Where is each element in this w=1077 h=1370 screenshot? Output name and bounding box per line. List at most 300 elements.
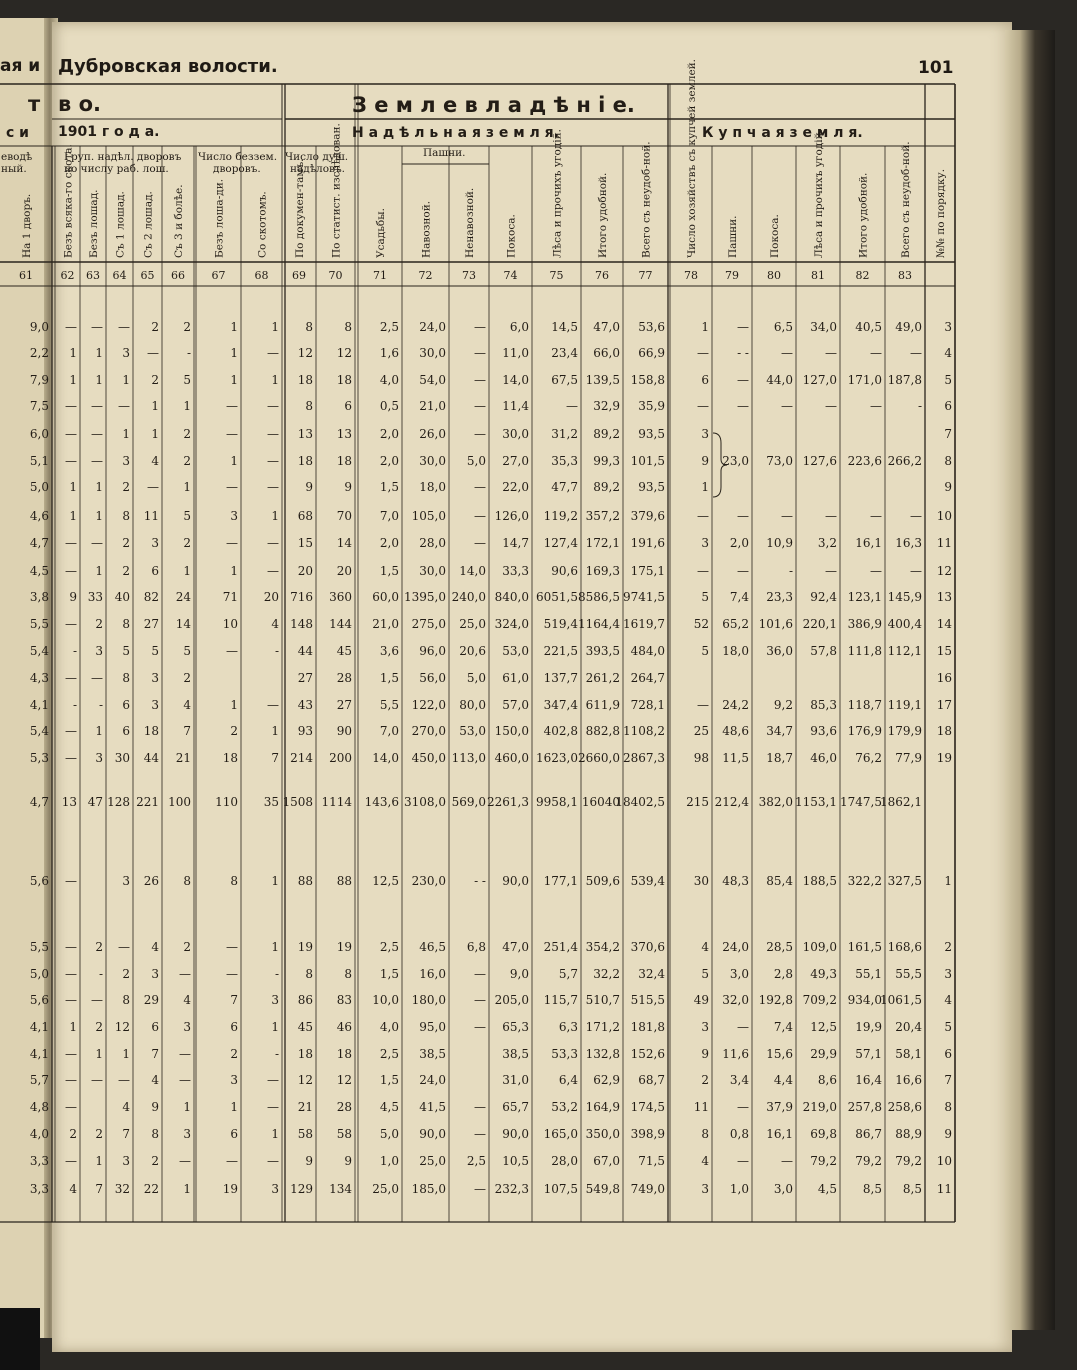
column-number: 75 [549,269,564,282]
table-cell: 5 [701,590,709,604]
table-cell: 2,5 [466,1154,486,1168]
table-cell: 7 [944,427,952,441]
table-cell: — [118,399,130,413]
table-cell: 58 [336,1127,352,1141]
table-cell: — [474,967,486,981]
table-cell: 1 [271,1020,279,1034]
table-cell: 20 [336,564,352,578]
table-cell: 67,5 [551,373,578,387]
table-cell: 6 [344,399,352,413]
table-cell: 2,0 [379,427,399,441]
table-cell: - [917,399,922,413]
table-cell: — [737,373,749,387]
table-cell: 105,0 [411,509,446,523]
table-cell: 22,0 [502,480,529,494]
column-header: Съ 2 лошад. [142,191,155,258]
table-cell: — [91,320,103,334]
table-cell: 10 [936,1154,952,1168]
table-cell: 66,9 [638,346,665,360]
table-cell: 240,0 [451,590,486,604]
table-cell: 85,4 [766,874,793,888]
table-cell: 398,9 [630,1127,665,1141]
table-cell: 38,5 [419,1047,446,1061]
table-cell: 18 [222,751,238,765]
table-cell: 539,4 [630,874,665,888]
table-cell: 379,6 [630,509,665,523]
table-cell: 12,5 [810,1020,837,1034]
table-cell: 1 [69,346,77,360]
table-cell: 4,0 [379,1020,399,1034]
table-cell: 34,0 [810,320,837,334]
table-cell: 2 [95,1020,103,1034]
table-cell: 8 [944,454,952,468]
table-cell: — [267,1073,279,1087]
table-row [30,346,952,360]
table-cell: 13 [936,590,952,604]
table-cell: — [147,480,159,494]
table-cell: 1 [151,399,159,413]
table-cell: 6 [701,373,709,387]
section-title: З е м л е в л а д ѣ н i е. [352,93,635,117]
table-row [30,940,952,954]
table-cell: 21 [297,1100,313,1114]
table-cell: 27 [336,698,352,712]
column-number: 78 [684,269,698,282]
table-cell: 5,7 [29,1073,49,1087]
table-cell: 30,0 [419,454,446,468]
table-cell: — [267,454,279,468]
table-cell: 2 [944,940,952,954]
table-cell: 1 [95,346,103,360]
table-cell: 7,4 [773,1020,793,1034]
table-cell: 12 [336,1073,352,1087]
context-year: 1901 г о д а. [58,124,160,140]
table-cell: 88 [336,874,352,888]
table-cell: 360 [329,590,352,604]
table-cell: 8,6 [817,1073,837,1087]
table-cell: 93 [297,724,313,738]
table-cell: 16,4 [855,1073,882,1087]
table-cell: — [566,399,578,413]
table-cell: 728,1 [630,698,665,712]
column-header: Съ 1 лошад. [114,191,127,258]
table-cell: 716 [290,590,313,604]
table-cell: 2,8 [773,967,793,981]
table-cell: 6,5 [773,320,793,334]
table-cell: 2,0 [379,454,399,468]
table-cell: 1 [183,1182,191,1196]
table-cell: 14,7 [502,536,529,550]
table-cell: 35,9 [638,399,665,413]
table-cell: 2261,3 [487,795,529,809]
table-cell: 107,5 [543,1182,578,1196]
table-cell: — [474,427,486,441]
table-cell: 1 [122,1047,130,1061]
table-cell: 19 [336,940,352,954]
column-number: 74 [503,269,518,282]
table-cell: — [267,1100,279,1114]
table-cell: — [825,564,837,578]
table-cell: 127,4 [543,536,578,550]
table-cell: 171,0 [847,373,882,387]
table-cell: 29 [143,993,159,1007]
table-cell: 4,0 [29,1127,49,1141]
table-cell: 1,5 [379,480,399,494]
table-cell: 32,0 [722,993,749,1007]
table-cell: 175,1 [630,564,665,578]
left-fragment-mid: с и [6,125,29,141]
table-cell: 1 [95,1154,103,1168]
table-cell: 4 [69,1182,77,1196]
group-grup-header [64,151,185,175]
table-cell: — [474,509,486,523]
table-cell: 53,0 [502,644,529,658]
table-cell: 44 [143,751,159,765]
table-cell: — [267,427,279,441]
table-row [30,671,952,685]
table-cell: 3,8 [29,590,49,604]
table-cell: - - [474,874,486,888]
table-cell: 10,9 [766,536,793,550]
table-cell: 519,4 [543,617,578,631]
table-cell: 14 [936,617,952,631]
table-cell: 3 [183,1020,191,1034]
table-cell: 3,3 [29,1182,49,1196]
table-cell: 1 [122,427,130,441]
table-cell: 3,2 [817,536,837,550]
table-row [30,564,952,578]
table-cell: — [226,399,238,413]
table-cell: 18,7 [766,751,793,765]
table-cell: 53,6 [638,320,665,334]
column-number: 83 [898,269,912,282]
table-cell: 3 [151,671,159,685]
table-cell: 2 [183,454,191,468]
table-cell: 4,7 [29,536,49,550]
table-cell: 57,8 [810,644,837,658]
column-header: По докумен-тамъ. [294,158,306,258]
table-cell: 16,1 [766,1127,793,1141]
table-cell: 3 [701,1020,709,1034]
table-cell: 3 [230,1073,238,1087]
table-cell: 101,6 [758,617,793,631]
table-cell: 119,2 [543,509,578,523]
column-number: 61 [19,269,33,282]
table-cell: 93,5 [638,480,665,494]
nadel-land-title: Н а д ѣ л ь н а я з е м л я. [352,125,559,141]
grup-line-1: Груп. надѣл. дворовъ [64,151,182,163]
table-cell: — [267,346,279,360]
table-cell: — [65,751,77,765]
table-cell: 26 [143,874,159,888]
table-cell: 62,9 [593,1073,620,1087]
table-cell: 30 [693,874,709,888]
table-cell: 47,0 [593,320,620,334]
table-cell: 11 [693,1100,709,1114]
table-cell: 0,5 [379,399,399,413]
table-cell: 18 [297,373,313,387]
column-header: Безъ лошад. [88,189,100,258]
table-row [30,1154,952,1168]
table-cell: 1 [271,320,279,334]
table-row [30,427,952,441]
table-cell: 230,0 [411,874,446,888]
table-cell: 5,6 [29,874,49,888]
table-cell: 7 [183,724,191,738]
table-cell: 26,0 [419,427,446,441]
table-cell: 5 [944,373,952,387]
table-cell: — [65,1154,77,1168]
table-cell: 49,0 [895,320,922,334]
table-cell: 13 [61,795,77,809]
table-cell: — [91,454,103,468]
table-cell: 14,0 [372,751,399,765]
table-cell: — [267,399,279,413]
table-cell: 3 [95,751,103,765]
table-cell: 6 [151,1020,159,1034]
table-cell: 1 [122,373,130,387]
table-cell: — [226,940,238,954]
column-number: 63 [86,269,100,282]
table-cell: 2 [122,564,130,578]
table-cell: 48,3 [722,874,749,888]
table-cell: 49 [693,993,709,1007]
table-cell: 85,3 [810,698,837,712]
table-cell: 137,7 [543,671,578,685]
table-cell: — [65,940,77,954]
table-cell: 23,4 [551,346,578,360]
table-cell: 57,1 [855,1047,882,1061]
table-cell: 14,5 [551,320,578,334]
table-cell: 33,3 [502,564,529,578]
column-header: Безъ всяка-го скота. [62,144,75,258]
table-cell: 11 [143,509,159,523]
column-header: На 1 дворъ. [21,193,33,258]
table-cell: 8 [344,320,352,334]
table-cell: 212,4 [714,795,749,809]
table-cell: 4 [944,993,952,1007]
table-cell: 3 [183,1127,191,1141]
table-cell: 357,2 [585,509,620,523]
table-cell: 2 [183,536,191,550]
table-cell: 5,3 [29,751,49,765]
table-cell: 4,4 [773,1073,793,1087]
table-cell: — [267,564,279,578]
table-cell: 2,2 [29,346,49,360]
column-header: Число хозяйствъ съ купчей землей. [686,59,698,258]
table-cell: 112,1 [887,644,922,658]
table-cell: - [72,644,77,658]
table-cell: 10,5 [502,1154,529,1168]
table-cell: 95,0 [419,1020,446,1034]
table-cell: 7 [944,1073,952,1087]
table-cell: 11,4 [502,399,529,413]
table-cell: 174,5 [630,1100,665,1114]
table-cell: 143,6 [364,795,399,809]
table-cell: 1153,1 [795,795,837,809]
table-row [30,698,952,712]
table-cell: 5 [151,644,159,658]
table-cell: 7 [95,1182,103,1196]
table-cell: 3 [944,967,952,981]
column-number: 68 [254,269,269,282]
table-cell: 749,0 [630,1182,665,1196]
table-cell: 32,2 [593,967,620,981]
table-cell: 90 [336,724,352,738]
table-cell: — [226,536,238,550]
table-cell: — [825,399,837,413]
table-row [30,399,952,413]
table-cell: — [474,536,486,550]
table-cell: 9 [305,480,313,494]
table-cell: 2 [151,373,159,387]
table-cell: 322,2 [847,874,882,888]
table-cell: — [474,480,486,494]
table-cell: 33 [87,590,103,604]
table-cell: 46,0 [810,751,837,765]
table-cell: — [870,509,882,523]
table-cell: 5 [183,509,191,523]
table-cell: - [274,967,279,981]
table-cell: 19 [297,940,313,954]
table-cell: 7,9 [29,373,49,387]
table-cell: — [910,509,922,523]
table-cell: — [474,1127,486,1141]
table-cell: — [737,564,749,578]
table-cell: — [267,1154,279,1168]
table-cell: 8 [122,993,130,1007]
table-cell: 9 [151,1100,159,1114]
table-cell: 1 [69,373,77,387]
column-number: 62 [60,269,75,282]
table-cell: 71 [222,590,238,604]
table-cell: 4,5 [817,1182,837,1196]
group-pashni-header: Пашни. [423,147,466,159]
table-cell: 1 [69,480,77,494]
table-cell: 21,0 [419,399,446,413]
table-cell: 5,5 [29,940,49,954]
table-cell: 1 [701,480,709,494]
table-cell: 169,3 [585,564,620,578]
table-cell: 71,5 [638,1154,665,1168]
table-cell: — [474,1020,486,1034]
table-cell: 2 [701,1073,709,1087]
column-header: Усадьбы. [375,208,387,258]
table-cell: 30,0 [419,564,446,578]
table-cell: 1 [69,1020,77,1034]
table-cell: 25 [693,724,709,738]
table-cell: 2 [151,320,159,334]
table-cell: 15 [297,536,313,550]
column-number: 67 [211,269,226,282]
table-cell: 4,5 [29,564,49,578]
table-cell: - [788,564,793,578]
table-cell: 393,5 [585,644,620,658]
table-cell: 13 [297,427,313,441]
table-cell: 1 [95,564,103,578]
table-cell: — [825,346,837,360]
table-cell: 709,2 [802,993,837,1007]
table-cell: 11,5 [722,751,749,765]
table-row [30,724,952,738]
table-body [30,320,952,1196]
table-cell: 1061,5 [880,993,922,1007]
table-cell: 69,8 [810,1127,837,1141]
table-cell: 2 [95,940,103,954]
table-cell: 126,0 [494,509,529,523]
table-cell: 9,0 [509,967,529,981]
table-cell: 73,0 [766,454,793,468]
table-cell: 840,0 [494,590,529,604]
table-cell: 70 [336,509,352,523]
table-cell: 12 [114,1020,130,1034]
table-cell: — [118,940,130,954]
table-cell: 41,5 [419,1100,446,1114]
column-header: Покоса. [769,214,781,258]
column-header: Итого удобной. [857,172,870,258]
column-header: Лѣса и прочихъ угодій. [813,129,825,258]
table-cell: — [910,564,922,578]
table-cell: 6051,5 [536,590,578,604]
table-cell: 1747,5 [840,795,882,809]
table-cell: 2 [230,724,238,738]
table-cell: — [267,536,279,550]
left-fragment-sub-line: еводѣ [1,151,33,163]
table-cell: 1 [230,564,238,578]
table-cell: 10,0 [372,993,399,1007]
table-cell: 1 [95,1047,103,1061]
table-cell: 6 [944,1047,952,1061]
table-cell: 1,5 [379,967,399,981]
table-cell: 14 [175,617,191,631]
table-cell: 32,9 [593,399,620,413]
table-cell: 1 [230,320,238,334]
table-cell: - [274,644,279,658]
table-cell: 93,6 [810,724,837,738]
table-cell: 100 [168,795,191,809]
table-cell: 1 [183,480,191,494]
table-cell: 165,0 [543,1127,578,1141]
table-cell: 510,7 [585,993,620,1007]
table-cell: 172,1 [585,536,620,550]
table-cell: 40,5 [855,320,882,334]
table-cell: 5 [183,373,191,387]
table-cell: 37,9 [766,1100,793,1114]
table-cell: 3 [701,427,709,441]
table-cell: 12 [297,1073,313,1087]
table-cell: 20,6 [459,644,486,658]
table-cell: 6,0 [29,427,49,441]
table-cell: 1,0 [729,1182,749,1196]
table-cell: — [474,373,486,387]
table-cell: 65,7 [502,1100,529,1114]
table-cell: 9,2 [773,698,793,712]
table-cell: 7 [122,1127,130,1141]
table-cell: 7 [271,751,279,765]
table-cell: 354,2 [585,940,620,954]
left-fragment-sub-line: ный. [1,163,27,175]
table-cell: 28,5 [766,940,793,954]
table-cell: 1 [230,1100,238,1114]
table-cell: 99,3 [593,454,620,468]
table-cell: 1 [230,373,238,387]
table-row [30,1182,952,1196]
table-cell: 11,6 [722,1047,749,1061]
table-cell: 58 [297,1127,313,1141]
table-cell: - [186,346,191,360]
table-cell: 110 [215,795,238,809]
table-cell: 400,4 [887,617,922,631]
